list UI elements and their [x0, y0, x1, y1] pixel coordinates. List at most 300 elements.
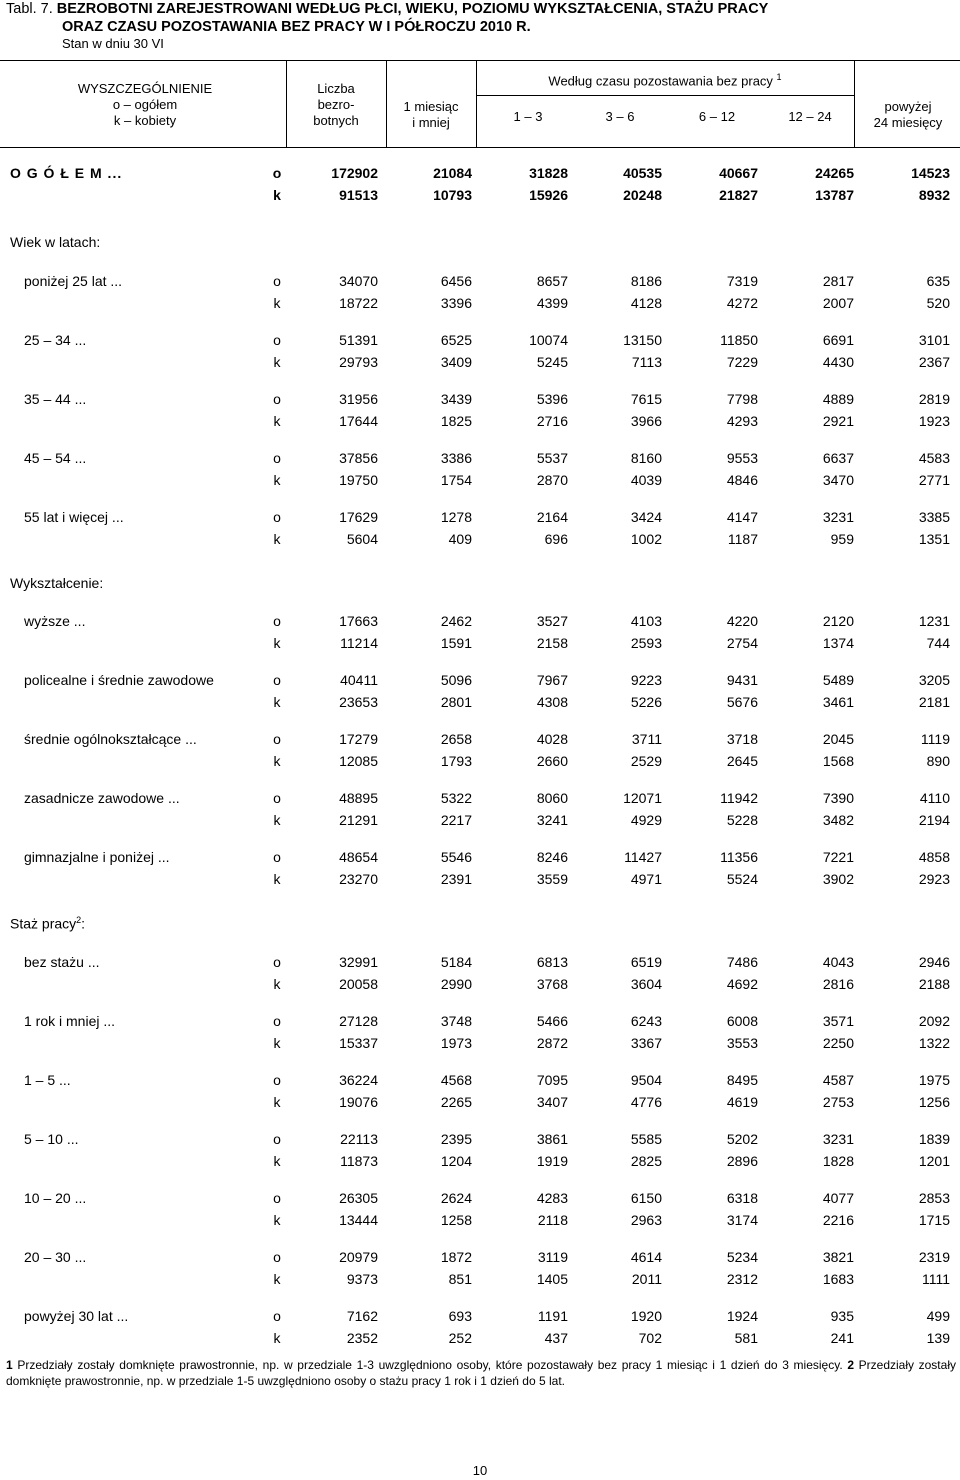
table-header — [0, 60, 960, 148]
row-sex: k — [273, 295, 281, 311]
table-cell: 7221 — [822, 849, 854, 865]
row-sex: o — [273, 1013, 281, 1029]
table-cell: 241 — [830, 1330, 854, 1346]
table-cell: 4272 — [726, 295, 758, 311]
table-cell: 19750 — [339, 472, 378, 488]
table-cell: 1204 — [440, 1153, 472, 1169]
table-cell: 11356 — [720, 849, 758, 865]
table-cell: 1119 — [920, 731, 950, 747]
table-cell: 3571 — [822, 1013, 854, 1029]
table-row — [0, 448, 960, 469]
table-cell: 20979 — [339, 1249, 378, 1265]
table-cell: 6813 — [536, 954, 568, 970]
table-cell: 37856 — [339, 450, 378, 466]
table-cell: 1256 — [918, 1094, 950, 1110]
table-row — [0, 1188, 960, 1209]
row-label: policealne i średnie zawodowe — [24, 672, 214, 688]
row-label: 35 – 44 ... — [24, 391, 87, 407]
row-label: poniżej 25 lat ... — [24, 273, 123, 289]
table-cell: 252 — [448, 1330, 472, 1346]
table-cell: 6150 — [630, 1190, 662, 1206]
table-cell: 21084 — [433, 165, 472, 181]
table-cell: 1231 — [918, 613, 950, 629]
table-cell: 2624 — [440, 1190, 472, 1206]
table-cell: 11873 — [340, 1153, 378, 1169]
table-cell: 499 — [926, 1308, 950, 1324]
table-cell: 702 — [638, 1330, 662, 1346]
table-cell: 34070 — [339, 273, 378, 289]
table-cell: 1920 — [630, 1308, 662, 1324]
table-cell: 7967 — [536, 672, 568, 688]
table-cell: 2819 — [918, 391, 950, 407]
table-cell: 1839 — [918, 1131, 950, 1147]
table-row — [0, 1129, 960, 1150]
table-cell: 2872 — [536, 1035, 568, 1051]
table-cell: 2011 — [631, 1271, 662, 1287]
table-cell: 2120 — [822, 613, 854, 629]
table-cell: 1924 — [726, 1308, 758, 1324]
header-col-3: 3 – 6 — [605, 109, 635, 124]
table-cell: 2007 — [822, 295, 854, 311]
table-cell: 1278 — [440, 509, 472, 525]
table-cell: 1187 — [727, 531, 758, 547]
table-cell: 21291 — [339, 812, 378, 828]
table-cell: 3604 — [630, 976, 662, 992]
table-cell: 1201 — [918, 1153, 950, 1169]
table-cell: 3527 — [536, 613, 568, 629]
table-cell: 31828 — [529, 165, 568, 181]
table-cell: 2217 — [440, 812, 472, 828]
table-row — [0, 729, 960, 750]
table-cell: 5524 — [726, 871, 758, 887]
table-cell: 24265 — [815, 165, 854, 181]
table-cell: 7095 — [536, 1072, 568, 1088]
row-label: powyżej 30 lat ... — [24, 1308, 129, 1324]
table-cell: 1975 — [918, 1072, 950, 1088]
table-cell: 1111 — [921, 1271, 950, 1287]
table-cell: 409 — [448, 531, 472, 547]
row-sex: o — [273, 1131, 281, 1147]
table-cell: 2164 — [536, 509, 568, 525]
table-cell: 4039 — [630, 472, 662, 488]
table-cell: 8657 — [536, 273, 568, 289]
table-cell: 3386 — [440, 450, 472, 466]
table-cell: 5676 — [726, 694, 758, 710]
table-cell: 3439 — [440, 391, 472, 407]
table-cell: 7615 — [630, 391, 662, 407]
table-cell: 8186 — [630, 273, 662, 289]
row-sex: k — [273, 1330, 281, 1346]
header-col-2: 1 – 3 — [513, 109, 543, 124]
table-cell: 2250 — [822, 1035, 854, 1051]
table-cell: 6637 — [822, 450, 854, 466]
table-cell: 3461 — [822, 694, 854, 710]
table-cell: 1683 — [822, 1271, 854, 1287]
table-cell: 3470 — [822, 472, 854, 488]
table-cell: 1828 — [822, 1153, 854, 1169]
table-cell: 3119 — [537, 1249, 568, 1265]
table-cell: 1591 — [440, 635, 472, 651]
table-title — [6, 0, 768, 36]
table-cell: 14523 — [911, 165, 950, 181]
table-cell: 2946 — [918, 954, 950, 970]
row-sex: o — [273, 790, 281, 806]
table-cell: 23653 — [339, 694, 378, 710]
table-cell: 1258 — [440, 1212, 472, 1228]
table-cell: 32991 — [339, 954, 378, 970]
table-cell: 3205 — [918, 672, 950, 688]
table-cell: 40667 — [719, 165, 758, 181]
table-cell: 4583 — [918, 450, 950, 466]
table-cell: 10074 — [529, 332, 568, 348]
row-label: gimnazjalne i poniżej ... — [24, 849, 170, 865]
table-cell: 21827 — [719, 187, 758, 203]
table-cell: 4971 — [630, 871, 662, 887]
row-label: 5 – 10 ... — [24, 1131, 79, 1147]
row-sex: o — [273, 1308, 281, 1324]
footnotes: 1 Przedziały zostały domknięte prawostronnie, np. w przedziale 1-3 uwzględniono osoby, które pozostawały bez pracy 1 miesiąc i 1 dzień do 3 miesięcy. 2 Przedziały zostały domknięte prawostronnie, np. w przedziale 1-5 uwzględniono osoby o stażu pracy 1 rok i 1 dzień do 5 lat. — [6, 1358, 956, 1388]
table-cell: 581 — [734, 1330, 758, 1346]
table-cell: 520 — [926, 295, 950, 311]
table-cell: 12071 — [623, 790, 662, 806]
table-cell: 3424 — [630, 509, 662, 525]
table-cell: 8160 — [630, 450, 662, 466]
table-cell: 2352 — [346, 1330, 378, 1346]
table-cell: 13150 — [623, 332, 662, 348]
table-cell: 7390 — [822, 790, 854, 806]
section-education: Wykształcenie: — [10, 575, 104, 591]
table-cell: 6519 — [630, 954, 662, 970]
table-cell: 2658 — [440, 731, 472, 747]
header-col-4: 6 – 12 — [698, 109, 736, 124]
table-row — [0, 411, 960, 432]
table-cell: 5096 — [440, 672, 472, 688]
table-row — [0, 1328, 960, 1349]
table-cell: 19076 — [339, 1094, 378, 1110]
table-row — [0, 670, 960, 691]
table-row — [0, 611, 960, 632]
table-cell: 3241 — [536, 812, 568, 828]
table-cell: 3367 — [630, 1035, 662, 1051]
table-cell: 935 — [830, 1308, 854, 1324]
row-label: 20 – 30 ... — [24, 1249, 87, 1265]
table-cell: 5396 — [536, 391, 568, 407]
table-cell: 2753 — [822, 1094, 854, 1110]
table-cell: 4293 — [726, 413, 758, 429]
table-cell: 696 — [544, 531, 568, 547]
table-row — [0, 810, 960, 831]
table-cell: 29793 — [339, 354, 378, 370]
table-cell: 4103 — [630, 613, 662, 629]
row-sex: o — [273, 1190, 281, 1206]
table-cell: 3407 — [536, 1094, 568, 1110]
table-cell: 12085 — [339, 753, 378, 769]
table-cell: 2645 — [726, 753, 758, 769]
table-cell: 4587 — [822, 1072, 854, 1088]
table-cell: 2462 — [440, 613, 472, 629]
table-cell: 139 — [926, 1330, 950, 1346]
table-cell: 7113 — [631, 354, 662, 370]
section-age: Wiek w latach: — [10, 234, 101, 250]
table-cell: 5322 — [440, 790, 472, 806]
table-cell: 31956 — [339, 391, 378, 407]
table-cell: 2395 — [440, 1131, 472, 1147]
table-cell: 1374 — [822, 635, 854, 651]
table-cell: 17663 — [339, 613, 378, 629]
table-cell: 4399 — [536, 295, 568, 311]
table-cell: 3409 — [440, 354, 472, 370]
row-sex: k — [273, 753, 281, 769]
header-specification: WYSZCZEGÓLNIENIE o – ogółem k – kobiety — [77, 81, 213, 128]
table-cell: 2181 — [918, 694, 950, 710]
row-sex: k — [273, 1212, 281, 1228]
table-cell: 5184 — [440, 954, 472, 970]
row-sex: k — [273, 871, 281, 887]
table-cell: 3174 — [726, 1212, 758, 1228]
table-row — [0, 470, 960, 491]
table-row — [0, 869, 960, 890]
row-label: zasadnicze zawodowe ... — [24, 790, 180, 806]
table-row — [0, 633, 960, 654]
table-cell: 4858 — [918, 849, 950, 865]
table-row — [0, 529, 960, 550]
table-cell: 17629 — [339, 509, 378, 525]
table-cell: 9431 — [726, 672, 758, 688]
table-cell: 1002 — [630, 531, 662, 547]
row-sex: k — [273, 976, 281, 992]
table-cell: 3385 — [918, 509, 950, 525]
row-label: 1 – 5 ... — [24, 1072, 71, 1088]
row-label: O G Ó Ł E M ... — [10, 165, 123, 181]
table-cell: 11942 — [720, 790, 758, 806]
table-cell: 11850 — [720, 332, 758, 348]
table-cell: 1793 — [440, 753, 472, 769]
header-count: Liczba bezro- botnych — [313, 81, 359, 128]
table-cell: 2092 — [918, 1013, 950, 1029]
table-cell: 3768 — [536, 976, 568, 992]
table-cell: 744 — [926, 635, 950, 651]
table-cell: 8932 — [918, 187, 950, 203]
table-row — [0, 974, 960, 995]
table-cell: 23270 — [339, 871, 378, 887]
table-cell: 9223 — [630, 672, 662, 688]
table-cell: 8060 — [536, 790, 568, 806]
table-row — [0, 1070, 960, 1091]
table-cell: 2923 — [918, 871, 950, 887]
table-cell: 2990 — [440, 976, 472, 992]
table-cell: 17279 — [339, 731, 378, 747]
table-cell: 3231 — [822, 509, 854, 525]
row-sex: o — [273, 672, 281, 688]
row-label: 45 – 54 ... — [24, 450, 87, 466]
table-cell: 7229 — [726, 354, 758, 370]
table-cell: 17644 — [339, 413, 378, 429]
table-cell: 4692 — [726, 976, 758, 992]
table-row — [0, 352, 960, 373]
table-cell: 3966 — [630, 413, 662, 429]
table-cell: 3902 — [822, 871, 854, 887]
table-cell: 13787 — [815, 187, 854, 203]
table-cell: 26305 — [339, 1190, 378, 1206]
table-cell: 4128 — [630, 295, 662, 311]
table-cell: 4929 — [630, 812, 662, 828]
table-cell: 2801 — [440, 694, 472, 710]
table-cell: 48895 — [339, 790, 378, 806]
table-cell: 1191 — [537, 1308, 568, 1324]
table-cell: 693 — [448, 1308, 472, 1324]
table-cell: 4077 — [822, 1190, 854, 1206]
table-cell: 172902 — [331, 165, 378, 181]
section-work-experience: Staż pracy$^2$: — [10, 915, 86, 932]
table-cell: 4619 — [726, 1094, 758, 1110]
table-row — [0, 293, 960, 314]
table-row — [0, 1033, 960, 1054]
table-cell: 3553 — [726, 1035, 758, 1051]
table-row — [0, 163, 960, 184]
table-cell: 6691 — [822, 332, 854, 348]
table-cell: 2870 — [536, 472, 568, 488]
table-cell: 3231 — [822, 1131, 854, 1147]
table-row — [0, 1306, 960, 1327]
table-cell: 4110 — [919, 790, 950, 806]
table-cell: 5245 — [536, 354, 568, 370]
table-cell: 2716 — [536, 413, 568, 429]
row-sex: k — [273, 472, 281, 488]
table-cell: 6008 — [726, 1013, 758, 1029]
table-cell: 4147 — [726, 509, 758, 525]
title-line-1: BEZROBOTNI ZAREJESTROWANI WEDŁUG PŁCI, WIEKU, POZIOMU WYKSZTAŁCENIA, STAŻU PRACY — [56, 1, 769, 17]
table-cell: 20058 — [339, 976, 378, 992]
table-row — [0, 1247, 960, 1268]
table-cell: 4220 — [726, 613, 758, 629]
table-cell: 1825 — [440, 413, 472, 429]
table-cell: 959 — [830, 531, 854, 547]
table-cell: 3718 — [726, 731, 758, 747]
table-cell: 5546 — [440, 849, 472, 865]
table-row — [0, 1210, 960, 1231]
table-cell: 5202 — [726, 1131, 758, 1147]
row-label: średnie ogólnokształcące ... — [24, 731, 197, 747]
table-cell: 51391 — [339, 332, 378, 348]
table-cell: 2158 — [536, 635, 568, 651]
table-cell: 6525 — [440, 332, 472, 348]
table-cell: 890 — [926, 753, 950, 769]
header-col-5: 12 – 24 — [788, 109, 832, 124]
row-sex: k — [273, 354, 281, 370]
table-cell: 2817 — [822, 273, 854, 289]
table-cell: 10793 — [433, 187, 472, 203]
table-cell: 3482 — [822, 812, 854, 828]
table-cell: 1754 — [440, 472, 472, 488]
table-cell: 2593 — [630, 635, 662, 651]
table-cell: 4614 — [630, 1249, 662, 1265]
table-cell: 18722 — [339, 295, 378, 311]
row-sex: o — [273, 332, 281, 348]
table-cell: 2921 — [822, 413, 854, 429]
table-cell: 91513 — [339, 187, 378, 203]
header-col-6: powyżej 24 miesięcy — [873, 99, 943, 130]
table-cell: 2825 — [630, 1153, 662, 1169]
table-cell: 5226 — [630, 694, 662, 710]
row-label: 1 rok i mniej ... — [24, 1013, 116, 1029]
table-cell: 11214 — [340, 635, 378, 651]
table-cell: 3821 — [822, 1249, 854, 1265]
page-number: 10 — [472, 1463, 488, 1478]
table-cell: 22113 — [340, 1131, 378, 1147]
table-row — [0, 788, 960, 809]
row-sex: o — [273, 954, 281, 970]
table-cell: 4889 — [822, 391, 854, 407]
table-cell: 4846 — [726, 472, 758, 488]
table-row — [0, 1092, 960, 1113]
table-row — [0, 952, 960, 973]
table-cell: 2188 — [918, 976, 950, 992]
table-row — [0, 185, 960, 206]
row-sex: k — [273, 635, 281, 651]
table-cell: 2319 — [918, 1249, 950, 1265]
table-cell: 7798 — [726, 391, 758, 407]
table-cell: 7162 — [346, 1308, 378, 1324]
row-label: 25 – 34 ... — [24, 332, 87, 348]
table-cell: 3396 — [440, 295, 472, 311]
table-cell: 1715 — [918, 1212, 950, 1228]
table-cell: 7319 — [726, 273, 758, 289]
table-cell: 4430 — [822, 354, 854, 370]
row-label: 10 – 20 ... — [24, 1190, 87, 1206]
table-row — [0, 1151, 960, 1172]
table-cell: 48654 — [339, 849, 378, 865]
table-cell: 2660 — [536, 753, 568, 769]
table-cell: 635 — [926, 273, 950, 289]
table-row — [0, 271, 960, 292]
row-label: wyższe ... — [24, 613, 86, 629]
table-cell: 15926 — [529, 187, 568, 203]
table-cell: 2367 — [918, 354, 950, 370]
table-subtitle: Stan w dniu 30 VI — [62, 36, 164, 51]
table-cell: 3101 — [918, 332, 950, 348]
row-sex: o — [273, 509, 281, 525]
table-cell: 2853 — [918, 1190, 950, 1206]
row-sex: k — [273, 531, 281, 547]
table-cell: 2754 — [726, 635, 758, 651]
table-cell: 4568 — [440, 1072, 472, 1088]
table-cell: 1872 — [440, 1249, 472, 1265]
table-cell: 2045 — [822, 731, 854, 747]
table-cell: 36224 — [339, 1072, 378, 1088]
table-cell: 5585 — [630, 1131, 662, 1147]
table-cell: 4283 — [536, 1190, 568, 1206]
table-cell: 2896 — [726, 1153, 758, 1169]
table-cell: 2312 — [726, 1271, 758, 1287]
table-cell: 2771 — [918, 472, 950, 488]
table-cell: 2391 — [440, 871, 472, 887]
table-cell: 9504 — [630, 1072, 662, 1088]
table-cell: 9553 — [726, 450, 758, 466]
table-cell: 15337 — [339, 1035, 378, 1051]
table-cell: 7486 — [726, 954, 758, 970]
row-sex: o — [273, 1072, 281, 1088]
row-sex: o — [273, 613, 281, 629]
table-cell: 437 — [544, 1330, 568, 1346]
table-cell: 3861 — [536, 1131, 568, 1147]
table-cell: 3559 — [536, 871, 568, 887]
row-sex: k — [273, 1035, 281, 1051]
row-sex: o — [273, 391, 281, 407]
row-sex: k — [273, 1271, 281, 1287]
table-cell: 13444 — [339, 1212, 378, 1228]
table-row — [0, 389, 960, 410]
table-row — [0, 692, 960, 713]
